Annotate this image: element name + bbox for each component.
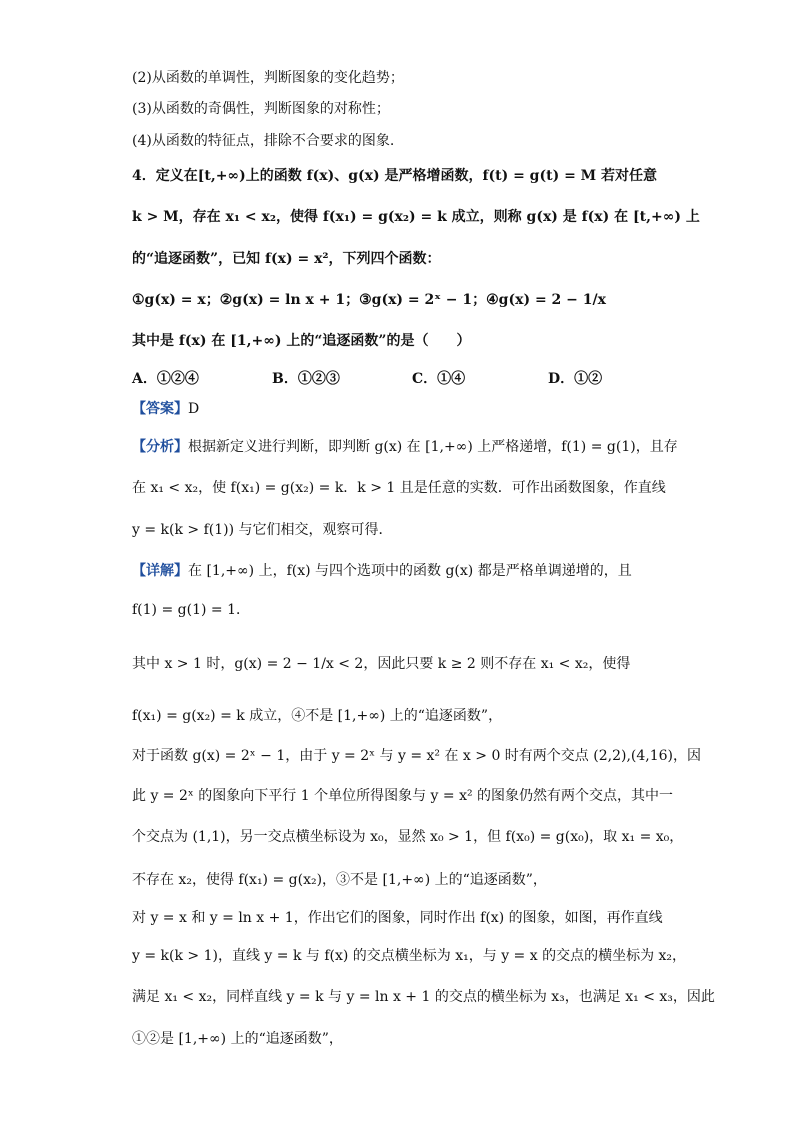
detail-line-6: 此 y = 2ˣ 的图象向下平行 1 个单位所得图象与 y = x² 的图象仍然有两个交点，其中一 bbox=[132, 788, 674, 804]
detail-line-4: f(x₁) = g(x₂) = k 成立，④不是 [1,+∞) 上的“追逐函数”， bbox=[132, 708, 503, 724]
question-prompt: 其中是 f(x) 在 [1,+∞) 上的“追逐函数”的是（ ） bbox=[132, 333, 471, 349]
detail-line-11: 满足 x₁ < x₂，同样直线 y = k 与 y = ln x + 1 的交点的横坐标为 x₃，也满足 x₁ < x₃，因此 bbox=[132, 989, 715, 1005]
method-line-2: (2)从函数的单调性，判断图象的变化趋势； bbox=[132, 70, 404, 86]
method-line-4: (4)从函数的特征点，排除不合要求的图象. bbox=[132, 133, 395, 149]
option-c: C．①④ bbox=[412, 371, 466, 387]
answer-value: D bbox=[188, 401, 200, 417]
detail-line-9: 对 y = x 和 y = ln x + 1，作出它们的图象，同时作出 f(x) 的图象，如图，再作直线 bbox=[132, 910, 663, 926]
analysis-text-1: 根据新定义进行判断，即判断 g(x) 在 [1,+∞) 上严格递增，f(1) = g(1)，且存 bbox=[188, 439, 678, 455]
analysis-line-1 bbox=[132, 437, 678, 457]
answer-tag: 【答案】 bbox=[132, 401, 188, 417]
question-functions: ①g(x) = x；②g(x) = ln x + 1；③g(x) = 2ˣ − 1；④g(x) = 2 − 1/x bbox=[132, 292, 606, 308]
analysis-line-3: y = k(k > f(1)) 与它们相交，观察可得． bbox=[132, 522, 393, 538]
detail-line-1 bbox=[132, 561, 632, 581]
detail-tag: 【详解】 bbox=[132, 563, 188, 579]
option-a: A．①②④ bbox=[132, 371, 199, 387]
detail-line-3: 其中 x > 1 时，g(x) = 2 − 1/x < 2，因此只要 k ≥ 2 则不存在 x₁ < x₂，使得 bbox=[132, 656, 631, 672]
option-d: D．①② bbox=[548, 371, 603, 387]
method-line-3: (3)从函数的奇偶性，判断图象的对称性； bbox=[132, 101, 390, 117]
detail-line-10: y = k(k > 1)，直线 y = k 与 f(x) 的交点横坐标为 x₁，与 y = x 的交点的横坐标为 x₂， bbox=[132, 948, 687, 964]
detail-line-8: 不存在 x₂，使得 f(x₁) = g(x₂)，③不是 [1,+∞) 上的“追逐函数”， bbox=[132, 872, 547, 888]
detail-line-2: f(1) = g(1) = 1． bbox=[132, 602, 250, 618]
question-line-2: k > M，存在 x₁ < x₂，使得 f(x₁) = g(x₂) = k 成立，则称 g(x) 是 f(x) 在 [t,+∞) 上 bbox=[132, 209, 700, 225]
detail-line-12: ①②是 [1,+∞) 上的“追逐函数”， bbox=[132, 1031, 343, 1047]
detail-line-5: 对于函数 g(x) = 2ˣ − 1，由于 y = 2ˣ 与 y = x² 在 x > 0 时有两个交点 (2,2),(4,16)，因 bbox=[132, 748, 701, 764]
options-row bbox=[132, 368, 652, 388]
option-b: B．①②③ bbox=[272, 371, 340, 387]
question-line-1: 4．定义在[t,+∞)上的函数 f(x)、g(x) 是严格增函数，f(t) = g(t) = M 若对任意 bbox=[132, 168, 658, 184]
detail-text-1: 在 [1,+∞) 上，f(x) 与四个选项中的函数 g(x) 都是严格单调递增的，且 bbox=[188, 563, 632, 579]
answer-line bbox=[132, 399, 199, 419]
analysis-tag: 【分析】 bbox=[132, 439, 188, 455]
detail-line-7: 个交点为 (1,1)，另一交点横坐标设为 x₀，显然 x₀ > 1，但 f(x₀) = g(x₀)，取 x₁ = x₀， bbox=[132, 829, 684, 845]
question-line-3: 的“追逐函数”，已知 f(x) = x²，下列四个函数： bbox=[132, 251, 441, 267]
analysis-line-2: 在 x₁ < x₂，使 f(x₁) = g(x₂) = k．k > 1 且是任意的实数．可作出函数图象，作直线 bbox=[132, 480, 666, 496]
